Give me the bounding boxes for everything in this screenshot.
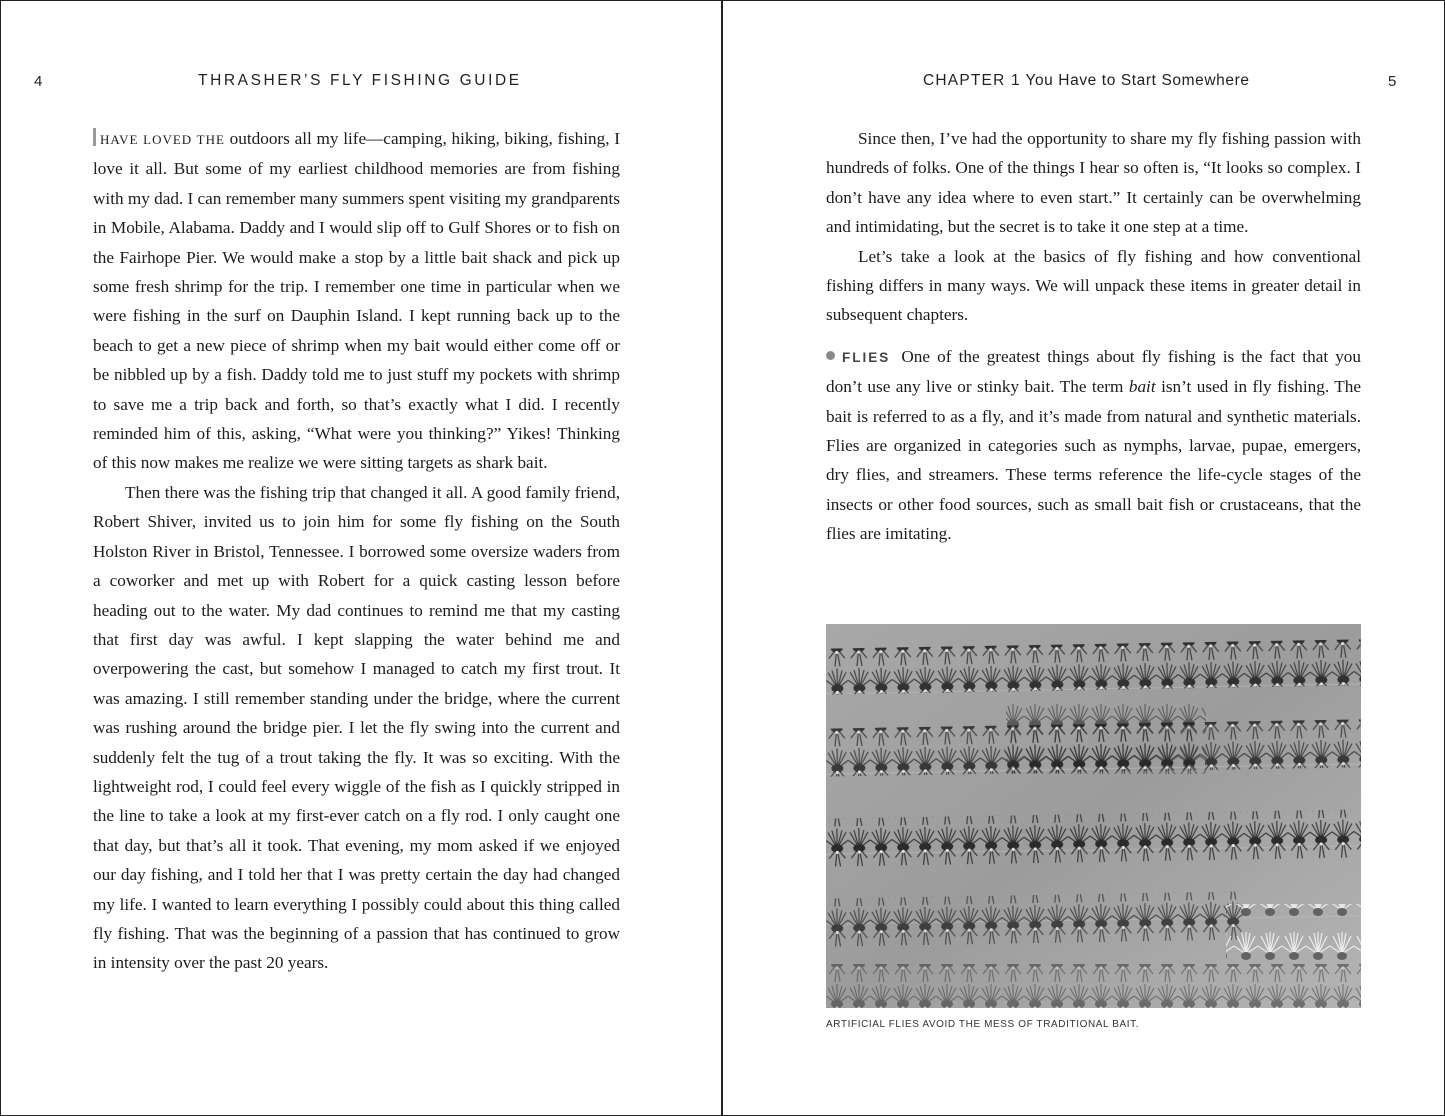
bullet-icon [826, 351, 835, 360]
left-paragraph-1: HAVE LOVED THE outdoors all my life—camping, hiking, biking, fishing, I love it all. But some of my earliest childhood memories are from fishing with my dad. I can remember many summers spent visiting my grandparents in Mobile, Alabama. Daddy and I would slip off to Gulf Shores or to fish on the Fairhope Pier. We would make a stop by a little bait shack and pick up some fresh shrimp for the trip. I remember one time in particular when we were fishing in the surf on Dauphin Island. I kept running back up to the beach to get a new piece of shrimp when my bait would either come off or be nibbled up by a fish. Daddy told me to just stuff my pockets with shrimp to save me a trip back and forth, so that’s exactly what I did. I recently reminded him of this, asking, “What were you thinking?” Yikes! Thinking of this now makes me realize we were sitting targets as shark bait. [93, 129, 620, 473]
flies-section: FLIES One of the greatest things about fly fishing is the fact that you don’t use any live or stinky bait. The term bait isn’t used in fly fishing. The bait is referred to as a fly, and it’s made from natural and synthetic materials. Flies are organized in categories such as nymphs, larvae, pupae, emergers, dry flies, and streamers. These terms reference the life-cycle stages of the insects or other food sources, such as small bait fish or crustaceans, that the flies are imitating. [826, 346, 1361, 544]
left-page [0, 0, 721, 1116]
photo-caption: ARTIFICIAL FLIES AVOID THE MESS OF TRADITIONAL BAIT. [826, 1019, 1140, 1030]
left-body-text [93, 124, 620, 978]
running-head-chapter [923, 72, 1250, 90]
right-body-text [826, 124, 1361, 549]
drop-cap-initial [93, 128, 96, 146]
small-caps-opening: HAVE LOVED THE [100, 132, 225, 147]
right-paragraph-1: Since then, I’ve had the opportunity to share my fly fishing passion with hundreds of folks. One of the things I hear so often is, “It looks so complex. I don’t have any idea where to even start.” It certainly can be overwhelming and intimidating, but the secret is to take it one step at a time. [826, 129, 1361, 237]
flies-photo-image [826, 624, 1361, 1008]
right-page [723, 0, 1445, 1116]
artificial-flies-photo [826, 624, 1361, 1008]
right-paragraph-2: Let’s take a look at the basics of fly fishing and how conventional fishing differs in many ways. We will unpack these items in greater detail in subsequent chapters. [826, 246, 1361, 325]
right-page-number: 5 [1388, 73, 1397, 90]
left-paragraph-2: Then there was the fishing trip that changed it all. A good family friend, Robert Shiver, invited us to join him for some fly fishing on the South Holston River in Bristol, Tennessee. I borrowed some oversize waders from a coworker and met up with Robert for a quick casting lesson before heading out to the water. My dad continues to remind me that my casting that first day was awful. I kept slapping the water behind me and overpowering the cast, but somehow I managed to catch my first trout. It was amazing. I still remember standing under the bridge, where the current was rushing around the bridge pier. I let the fly swing into the current and suddenly felt the tug of a trout taking the fly. It was so exciting. With the lightweight rod, I could feel every wiggle of the fish as I quickly stripped in the line to take a look at my first-ever catch on a fly rod. I only caught one that day, but that’s all it took. That evening, my mom asked if we enjoyed our day fishing, and I told her that I was pretty certain the day had changed my life. I wanted to learn everything I possibly could about this thing called fly fishing. That was the beginning of a passion that has continued to grow in intensity over the past 20 years. [93, 482, 620, 973]
chapter-title: You Have to Start Somewhere [1025, 72, 1250, 89]
chapter-label: CHAPTER 1 [923, 72, 1021, 89]
running-head-book-title: THRASHER’S FLY FISHING GUIDE [198, 72, 522, 89]
left-page-number: 4 [34, 73, 43, 90]
section-lead-flies: FLIES [842, 349, 891, 365]
